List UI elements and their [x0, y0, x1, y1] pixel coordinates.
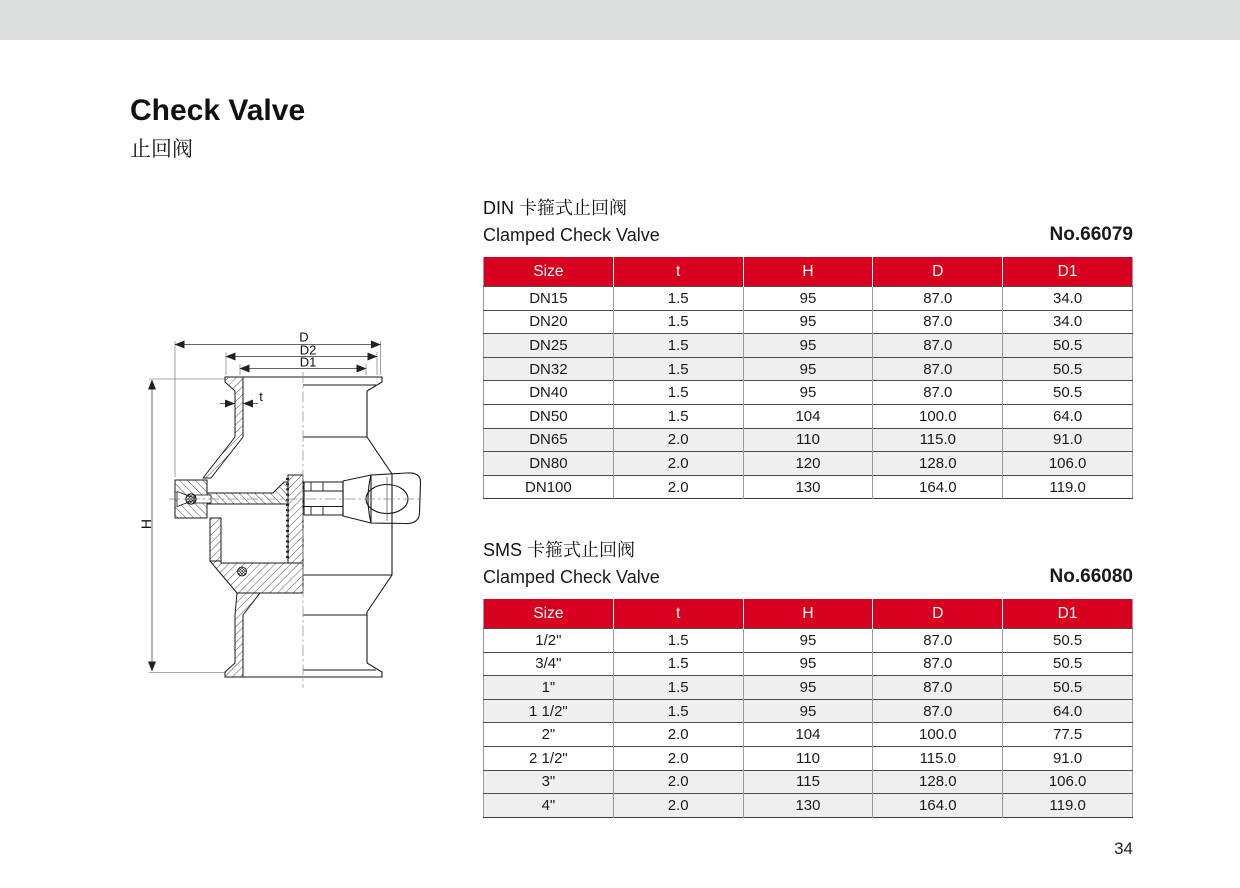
table-row: [484, 381, 1133, 405]
clamp-eye-bolt: [304, 473, 421, 524]
table-row: [484, 404, 1133, 428]
sms-spec-table: [483, 599, 1133, 818]
column-header: D1: [1003, 257, 1133, 287]
table-cell: 95: [743, 699, 873, 723]
column-header: Size: [484, 257, 614, 287]
table-cell: DN80: [484, 452, 614, 476]
table-cell: 87.0: [873, 629, 1003, 653]
valve-section-drawing: [125, 325, 465, 695]
page-subtitle-zh: 止回阀: [130, 138, 193, 161]
table-header-row: [484, 599, 1133, 629]
table-row: [484, 452, 1133, 476]
dim-label-d2: D2: [299, 342, 317, 358]
table-cell: 87.0: [873, 287, 1003, 311]
table-cell: 1.5: [613, 676, 743, 700]
dim-label-t: t: [259, 389, 263, 404]
section-title-en: Clamped Check Valve: [483, 567, 660, 587]
table-cell: 130: [743, 794, 873, 818]
column-header: t: [613, 599, 743, 629]
table-cell: DN15: [484, 287, 614, 311]
table-row: [484, 357, 1133, 381]
column-header: D1: [1003, 599, 1133, 629]
section-din: [483, 196, 1133, 499]
table-cell: 50.5: [1003, 381, 1133, 405]
table-cell: 87.0: [873, 652, 1003, 676]
table-cell: 119.0: [1003, 794, 1133, 818]
table-cell: 1.5: [613, 287, 743, 311]
column-header: H: [743, 257, 873, 287]
table-row: [484, 723, 1133, 747]
table-cell: 106.0: [1003, 452, 1133, 476]
table-row: [484, 652, 1133, 676]
table-cell: 164.0: [873, 475, 1003, 499]
section-title-en: Clamped Check Valve: [483, 225, 660, 245]
table-cell: 1.5: [613, 629, 743, 653]
table-cell: 50.5: [1003, 676, 1133, 700]
table-cell: 50.5: [1003, 652, 1133, 676]
din-spec-table: [483, 257, 1133, 499]
table-cell: 95: [743, 357, 873, 381]
table-cell: DN50: [484, 404, 614, 428]
table-cell: 50.5: [1003, 357, 1133, 381]
table-row: [484, 794, 1133, 818]
table-cell: 95: [743, 381, 873, 405]
table-cell: 50.5: [1003, 334, 1133, 358]
table-cell: 106.0: [1003, 770, 1133, 794]
table-cell: 2 1/2": [484, 746, 614, 770]
table-row: [484, 676, 1133, 700]
section-title-zh: SMS 卡箍式止回阀: [483, 540, 636, 560]
column-header: D: [873, 599, 1003, 629]
table-cell: 34.0: [1003, 287, 1133, 311]
table-cell: 95: [743, 287, 873, 311]
table-cell: 1": [484, 676, 614, 700]
table-cell: 2.0: [613, 746, 743, 770]
table-cell: 2.0: [613, 452, 743, 476]
table-cell: 95: [743, 629, 873, 653]
table-cell: 1/2": [484, 629, 614, 653]
section-sms: [483, 538, 1133, 818]
table-cell: 2.0: [613, 770, 743, 794]
table-cell: 87.0: [873, 334, 1003, 358]
table-row: [484, 310, 1133, 334]
table-row: [484, 475, 1133, 499]
page-number: 34: [1114, 839, 1133, 858]
section-title-zh: DIN 卡箍式止回阀: [483, 198, 627, 218]
table-cell: 1.5: [613, 404, 743, 428]
table-cell: 110: [743, 428, 873, 452]
table-row: [484, 699, 1133, 723]
table-cell: 95: [743, 310, 873, 334]
table-cell: 119.0: [1003, 475, 1133, 499]
table-cell: 1.5: [613, 334, 743, 358]
gasket: [238, 567, 247, 576]
table-row: [484, 287, 1133, 311]
column-header: H: [743, 599, 873, 629]
table-cell: DN20: [484, 310, 614, 334]
title-block: [130, 94, 305, 163]
table-cell: DN40: [484, 381, 614, 405]
table-cell: 128.0: [873, 452, 1003, 476]
table-row: [484, 770, 1133, 794]
table-cell: 4": [484, 794, 614, 818]
table-cell: 1.5: [613, 310, 743, 334]
table-cell: 2": [484, 723, 614, 747]
table-cell: 1.5: [613, 699, 743, 723]
table-cell: DN100: [484, 475, 614, 499]
table-cell: DN25: [484, 334, 614, 358]
table-cell: 34.0: [1003, 310, 1133, 334]
table-cell: 64.0: [1003, 699, 1133, 723]
page-title: Check Valve: [130, 94, 306, 127]
table-cell: 1.5: [613, 357, 743, 381]
dim-label-d1: D1: [299, 354, 317, 370]
table-header-row: [484, 257, 1133, 287]
table-cell: 50.5: [1003, 629, 1133, 653]
table-row: [484, 428, 1133, 452]
table-row: [484, 629, 1133, 653]
table-cell: 115.0: [873, 428, 1003, 452]
table-cell: 1.5: [613, 652, 743, 676]
table-cell: 1.5: [613, 381, 743, 405]
table-cell: 95: [743, 676, 873, 700]
table-cell: 1 1/2": [484, 699, 614, 723]
column-header: D: [873, 257, 1003, 287]
table-cell: 110: [743, 746, 873, 770]
table-cell: 2.0: [613, 723, 743, 747]
column-header: Size: [484, 599, 614, 629]
table-cell: 87.0: [873, 310, 1003, 334]
table-cell: 64.0: [1003, 404, 1133, 428]
valve-body-outline: [243, 377, 392, 677]
table-cell: 2.0: [613, 794, 743, 818]
table-cell: 120: [743, 452, 873, 476]
model-number: No.66080: [1049, 566, 1133, 587]
table-cell: 164.0: [873, 794, 1003, 818]
table-row: [484, 334, 1133, 358]
table-cell: 3": [484, 770, 614, 794]
dim-label-d: D: [299, 329, 309, 345]
table-cell: 128.0: [873, 770, 1003, 794]
table-cell: 91.0: [1003, 746, 1133, 770]
table-cell: 2.0: [613, 475, 743, 499]
table-row: [484, 746, 1133, 770]
model-number: No.66079: [1049, 224, 1133, 245]
top-gray-bar: [0, 0, 1240, 40]
table-cell: 95: [743, 334, 873, 358]
dim-label-h: H: [138, 518, 154, 530]
table-cell: 104: [743, 404, 873, 428]
table-cell: 91.0: [1003, 428, 1133, 452]
table-cell: 115: [743, 770, 873, 794]
table-cell: 100.0: [873, 404, 1003, 428]
column-header: t: [613, 257, 743, 287]
table-cell: 130: [743, 475, 873, 499]
table-cell: 100.0: [873, 723, 1003, 747]
table-cell: 77.5: [1003, 723, 1133, 747]
valve-body-section: [175, 377, 303, 677]
table-cell: 87.0: [873, 357, 1003, 381]
table-cell: 87.0: [873, 381, 1003, 405]
table-cell: 3/4": [484, 652, 614, 676]
table-cell: 87.0: [873, 676, 1003, 700]
table-cell: 104: [743, 723, 873, 747]
table-cell: 95: [743, 652, 873, 676]
table-cell: DN32: [484, 357, 614, 381]
table-cell: 87.0: [873, 699, 1003, 723]
table-cell: 2.0: [613, 428, 743, 452]
table-cell: 115.0: [873, 746, 1003, 770]
table-cell: DN65: [484, 428, 614, 452]
